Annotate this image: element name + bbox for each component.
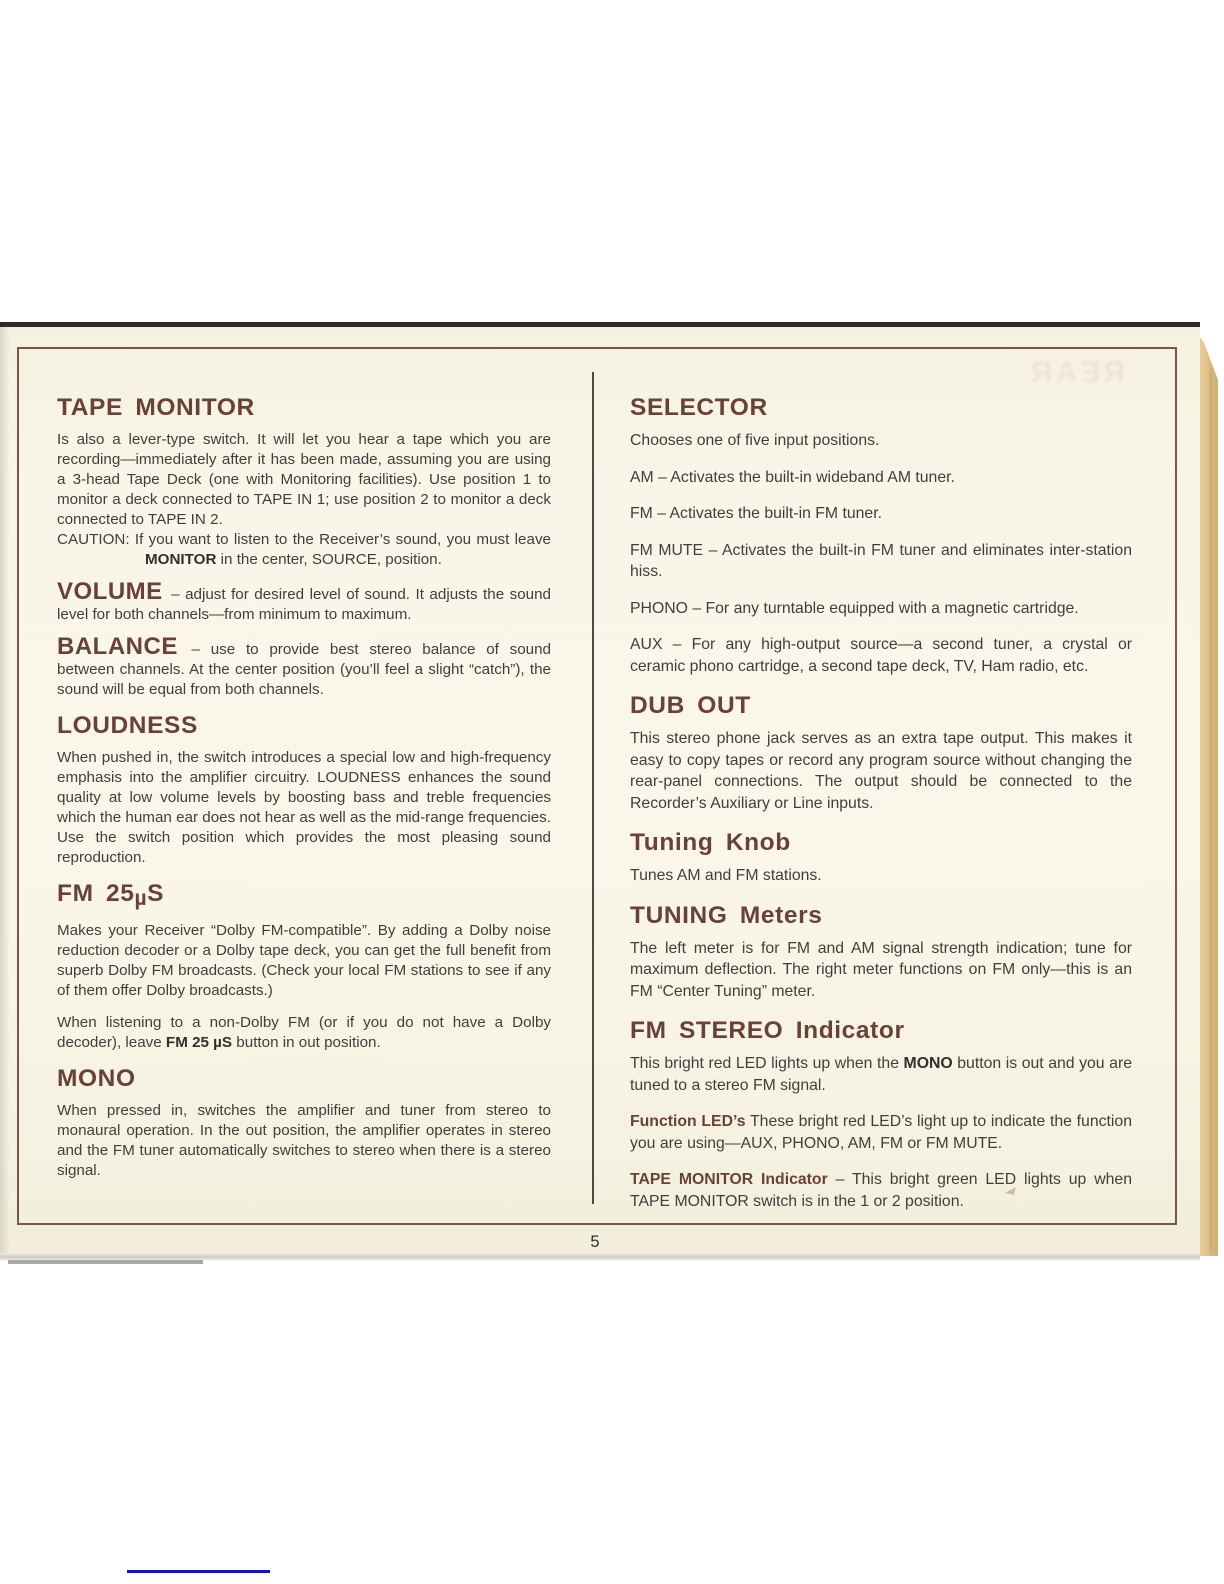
mono-body: When pressed in, switches the amplifier and tuner from stereo to monaural operation. In the out position, the amplifier operates in stereo and the FM tuner automatically switches to stereo when there is a stereo signal. xyxy=(57,1102,551,1179)
tuning-meters-body: The left meter is for FM and AM signal strength indication; tune for maximum deflection. The right meter functions on FM only—this is an FM “Center Tuning” meter. xyxy=(630,939,1132,1000)
heading-tape-monitor: TAPE MONITOR xyxy=(57,394,255,421)
tape-monitor-indicator-paragraph: TAPE MONITOR Indicator – This bright green LED lights up when TAPE MONITOR switch is in the 1 or 2 position. xyxy=(630,1171,1132,1210)
selector-item-phono: PHONO – For any turntable equipped with a magnetic cartridge. xyxy=(630,599,1079,617)
selector-item-fm-mute: FM MUTE – Activates the built-in FM tuner and eliminates inter-station hiss. xyxy=(630,541,1132,580)
heading-dub-out: DUB OUT xyxy=(630,692,751,719)
heading-tuning-knob: Tuning Knob xyxy=(630,829,791,856)
fm-stereo-body: This bright red LED lights up when the MONO button is out and you are tuned to a stereo FM signal. xyxy=(630,1055,1132,1094)
page-edge-line xyxy=(1210,368,1212,1250)
runin-volume: VOLUME xyxy=(57,578,163,605)
heading-mono: MONO xyxy=(57,1065,136,1092)
scan-bottom-edge-dark xyxy=(8,1260,203,1264)
bleed-through-text: REAR xyxy=(1028,356,1126,389)
tape-monitor-caution: CAUTION: If you want to listen to the Receiver’s sound, you must leave MONITOR in the center, SOURCE, position. xyxy=(57,531,551,568)
heading-fm-25us: FM $25_\mu S$ xyxy=(57,880,165,910)
fm-25us-body2: When listening to a non-Dolby FM (or if you do not have a Dolby decoder), leave FM 25 µS button in out position. xyxy=(57,1014,551,1051)
heading-selector: SELECTOR xyxy=(630,394,768,421)
selector-intro: Chooses one of five input positions. xyxy=(630,432,880,449)
mu-glyph: µ xyxy=(134,887,148,910)
balance-paragraph: BALANCE – use to provide best stereo balance of sound between channels. At the center position (you’ll feel a slight “catch”), the sound will be equal from both channels. xyxy=(57,633,551,698)
selector-item-aux: AUX – For any high-output source—a second tuner, a crystal or ceramic phono cartridge, a second tape deck, TV, Ham radio, etc. xyxy=(630,636,1132,675)
bold-fm-25us: FM 25 µS xyxy=(165,1034,233,1051)
fm-25us-body1: Makes your Receiver “Dolby FM-compatible”. By adding a Dolby noise reduction decoder or a Dolby tape deck, you can get the full benefit from superb Dolby FM broadcasts. (Check your local FM stations to see if any of them offer Dolby broadcasts.) xyxy=(57,922,551,999)
manual-page xyxy=(0,322,1200,1258)
dub-out-body: This stereo phone jack serves as an extra tape output. This makes it easy to copy tapes or record any program source without changing the rear-panel connections. The output should be connected to the Recorder’s Auxiliary or Line inputs. xyxy=(630,730,1132,812)
bold-monitor: MONITOR xyxy=(145,551,217,568)
runin-tape-monitor-indicator: TAPE MONITOR Indicator xyxy=(630,1171,828,1188)
volume-paragraph: VOLUME – adjust for desired level of sound. It adjusts the sound level for both channels—from minimum to maximum. xyxy=(57,578,551,623)
tuning-knob-body: Tunes AM and FM stations. xyxy=(630,867,822,884)
loudness-body: When pushed in, the switch introduces a special low and high-frequency emphasis into the amplifier circuitry. LOUDNESS enhances the sound quality at low volume levels by boosting bass and treble frequencies which the human ear does not hear as well as the mid-range frequencies. Use the switch position which provides the most pleasing sound reproduction. xyxy=(57,749,551,866)
left-page-shade xyxy=(0,322,10,1258)
function-leds-paragraph: Function LED’s These bright red LED’s light up to indicate the function you are using—AUX, PHONO, AM, FM or FM MUTE. xyxy=(630,1113,1132,1152)
selector-item-am: AM – Activates the built-in wideband AM tuner. xyxy=(630,468,955,486)
heading-loudness: LOUDNESS xyxy=(57,712,198,739)
selector-item-fm: FM – Activates the built-in FM tuner. xyxy=(630,505,882,522)
heading-tuning-meters: TUNING Meters xyxy=(630,901,823,929)
column-divider xyxy=(592,372,594,1204)
tape-monitor-body: Is also a lever-type switch. It will let you hear a tape which you are recording—immediately after it has been made, assuming you are using a 3-head Tape Deck (one with Monitoring facilities). Use position 1 to monitor a deck connected to TAPE IN 1; use position 2 to monitor a deck connected to TAPE IN 2. xyxy=(57,431,551,528)
blue-underline-mark xyxy=(127,1570,270,1573)
runin-balance: BALANCE xyxy=(57,633,178,660)
heading-fm-stereo-indicator: FM STEREO Indicator xyxy=(630,1017,905,1044)
left-column xyxy=(57,394,551,1193)
right-column xyxy=(630,394,1132,1227)
page-number: 5 xyxy=(590,1233,600,1251)
runin-function-leds: Function LED’s xyxy=(630,1113,746,1130)
bold-mono: MONO xyxy=(903,1055,953,1072)
scan-top-edge xyxy=(0,322,1200,327)
